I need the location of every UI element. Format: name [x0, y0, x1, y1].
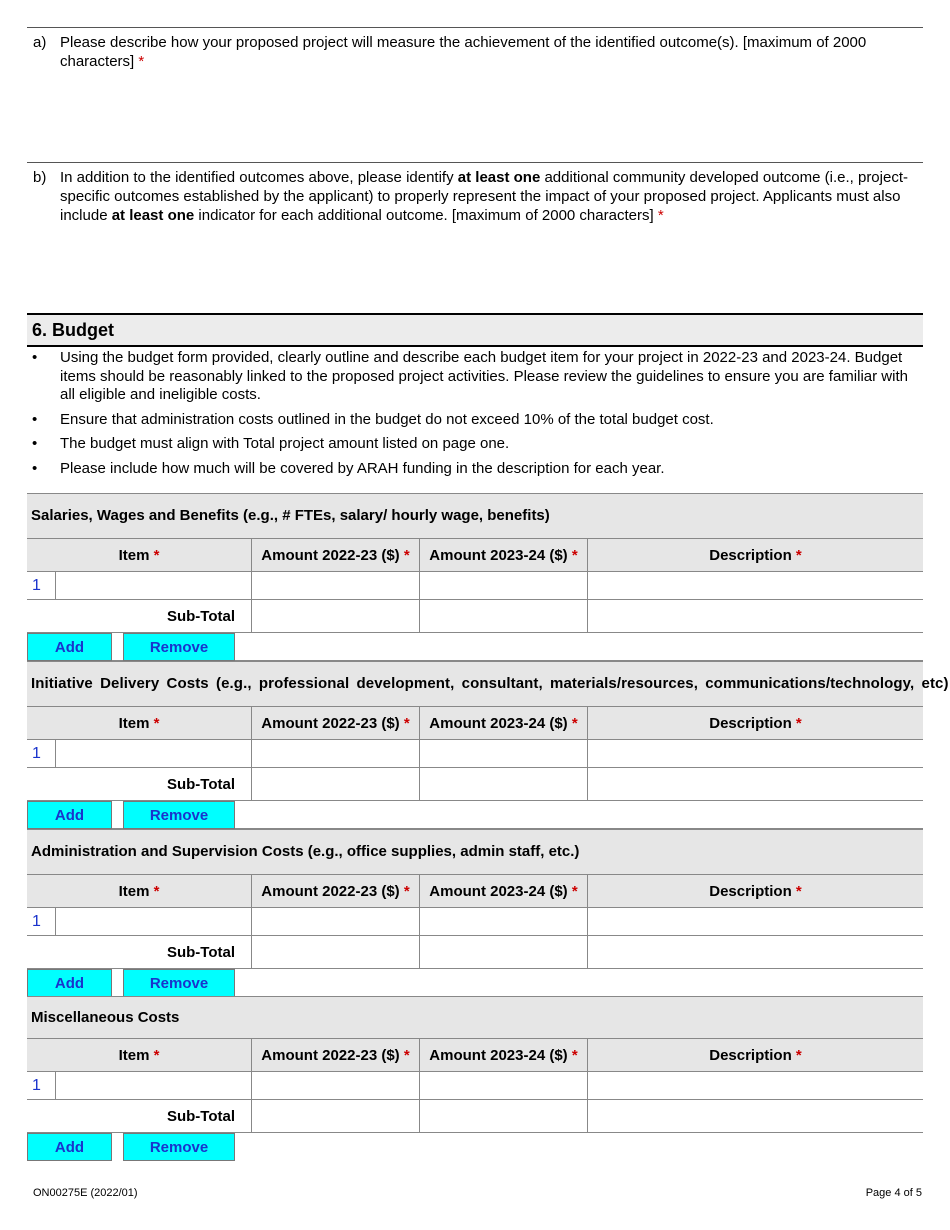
question-label: a) [33, 34, 47, 51]
add-button[interactable]: Add [27, 969, 112, 997]
category-title: Miscellaneous Costs [27, 996, 923, 1038]
subtotal-2022-23-field[interactable] [252, 768, 420, 800]
amount-2022-23-input[interactable] [252, 740, 420, 767]
button-row [27, 969, 923, 997]
subtotal-2022-23-field[interactable] [252, 600, 420, 632]
amount-2023-24-input[interactable] [420, 572, 588, 599]
description-input[interactable] [588, 572, 923, 599]
item-input[interactable] [56, 908, 252, 935]
subtotal-row [27, 600, 923, 633]
category-title: Administration and Supervision Costs (e.g., office supplies, admin staff, etc.) [27, 829, 923, 874]
header-item: Item * [27, 875, 252, 907]
question-b [27, 162, 923, 225]
header-amount-2022-23: Amount 2022-23 ($) * [252, 875, 420, 907]
subtotal-description-field[interactable] [588, 936, 923, 968]
amount-2022-23-input[interactable] [252, 1072, 420, 1099]
subtotal-label: Sub-Total [27, 600, 252, 632]
description-input[interactable] [588, 740, 923, 767]
category-title: Initiative Delivery Costs (e.g., professional development, consultant, materials/resources, communications/technology, etc) [27, 661, 923, 706]
budget-table-salaries [27, 493, 923, 661]
remove-button[interactable]: Remove [123, 969, 235, 997]
subtotal-description-field[interactable] [588, 768, 923, 800]
bullet-item: • Using the budget form provided, clearly outline and describe each budget item for your project in 2022-23 and 2023-24. Budget items should be reasonably linked to the proposed project activities. Please review the guidelines to ensure you are familiar with all eligible and ineligible costs. [32, 349, 908, 403]
question-text: Please describe how your proposed project will measure the achievement of the identified outcome(s). [maximum of 2000 characters] * [60, 34, 867, 70]
table-header [27, 538, 923, 572]
item-input[interactable] [56, 740, 252, 767]
subtotal-description-field[interactable] [588, 1100, 923, 1132]
table-row [27, 740, 923, 768]
header-amount-2023-24: Amount 2023-24 ($) * [420, 707, 588, 739]
subtotal-2023-24-field[interactable] [420, 1100, 588, 1132]
budget-table-miscellaneous [27, 996, 923, 1161]
amount-2023-24-input[interactable] [420, 1072, 588, 1099]
header-amount-2023-24: Amount 2023-24 ($) * [420, 875, 588, 907]
table-row [27, 908, 923, 936]
description-input[interactable] [588, 1072, 923, 1099]
subtotal-label: Sub-Total [27, 768, 252, 800]
subtotal-row [27, 1100, 923, 1133]
header-description: Description * [709, 546, 802, 564]
question-text: In addition to the identified outcomes above, please identify at least one additional community developed outcome (i.e., project-specific outcomes established by the applicant) to properly represent the impact of your proposed project. Applicants must also include at least one indicator for each additional outcome. [maximum of 2000 characters] * [60, 169, 908, 224]
budget-table-administration [27, 829, 923, 997]
required-mark: * [138, 53, 145, 70]
subtotal-label: Sub-Total [27, 936, 252, 968]
form-id: ON00275E (2022/01) [33, 1187, 138, 1199]
item-input[interactable] [56, 1072, 252, 1099]
amount-2022-23-input[interactable] [252, 572, 420, 599]
question-label: b) [33, 169, 47, 186]
question-a [27, 27, 923, 71]
header-item: Item * [27, 539, 252, 571]
remove-button[interactable]: Remove [123, 1133, 235, 1161]
description-input[interactable] [588, 908, 923, 935]
button-row [27, 801, 923, 829]
subtotal-row [27, 936, 923, 969]
table-row [27, 1072, 923, 1100]
add-button[interactable]: Add [27, 801, 112, 829]
bullet-item: • Ensure that administration costs outlined in the budget do not exceed 10% of the total budget cost. [32, 410, 714, 428]
header-amount-2023-24: Amount 2023-24 ($) * [420, 1039, 588, 1071]
subtotal-2022-23-field[interactable] [252, 936, 420, 968]
subtotal-label: Sub-Total [27, 1100, 252, 1132]
button-row [27, 633, 923, 661]
section-title: 6. Budget [27, 313, 923, 347]
row-number: 1 [27, 740, 56, 767]
row-number: 1 [27, 572, 56, 599]
add-button[interactable]: Add [27, 1133, 112, 1161]
subtotal-row [27, 768, 923, 801]
budget-instructions [27, 349, 923, 484]
header-amount-2023-24: Amount 2023-24 ($) * [420, 539, 588, 571]
subtotal-2023-24-field[interactable] [420, 600, 588, 632]
required-mark: * [657, 207, 664, 224]
category-title: Salaries, Wages and Benefits (e.g., # FTEs, salary/ hourly wage, benefits) [27, 493, 923, 538]
page-number: Page 4 of 5 [865, 1187, 922, 1199]
header-description: Description * [709, 1046, 802, 1064]
table-header [27, 874, 923, 908]
table-header [27, 1038, 923, 1072]
amount-2022-23-input[interactable] [252, 908, 420, 935]
bullet-item: • The budget must align with Total project amount listed on page one. [32, 435, 510, 452]
table-header [27, 706, 923, 740]
item-input[interactable] [56, 572, 252, 599]
bullet-item: • Please include how much will be covered by ARAH funding in the description for each year. [32, 459, 665, 477]
table-row [27, 572, 923, 600]
header-amount-2022-23: Amount 2022-23 ($) * [252, 539, 420, 571]
row-number: 1 [27, 1072, 56, 1099]
header-item: Item * [27, 1039, 252, 1071]
header-amount-2022-23: Amount 2022-23 ($) * [252, 707, 420, 739]
budget-table-initiative-delivery [27, 661, 949, 829]
subtotal-2022-23-field[interactable] [252, 1100, 420, 1132]
amount-2023-24-input[interactable] [420, 908, 588, 935]
subtotal-2023-24-field[interactable] [420, 768, 588, 800]
header-amount-2022-23: Amount 2022-23 ($) * [252, 1039, 420, 1071]
subtotal-description-field[interactable] [588, 600, 923, 632]
row-number: 1 [27, 908, 56, 935]
amount-2023-24-input[interactable] [420, 740, 588, 767]
remove-button[interactable]: Remove [123, 633, 235, 661]
button-row [27, 1133, 923, 1161]
subtotal-2023-24-field[interactable] [420, 936, 588, 968]
remove-button[interactable]: Remove [123, 801, 235, 829]
header-item: Item * [27, 707, 252, 739]
add-button[interactable]: Add [27, 633, 112, 661]
header-description: Description * [709, 882, 802, 900]
header-description: Description * [709, 714, 802, 732]
